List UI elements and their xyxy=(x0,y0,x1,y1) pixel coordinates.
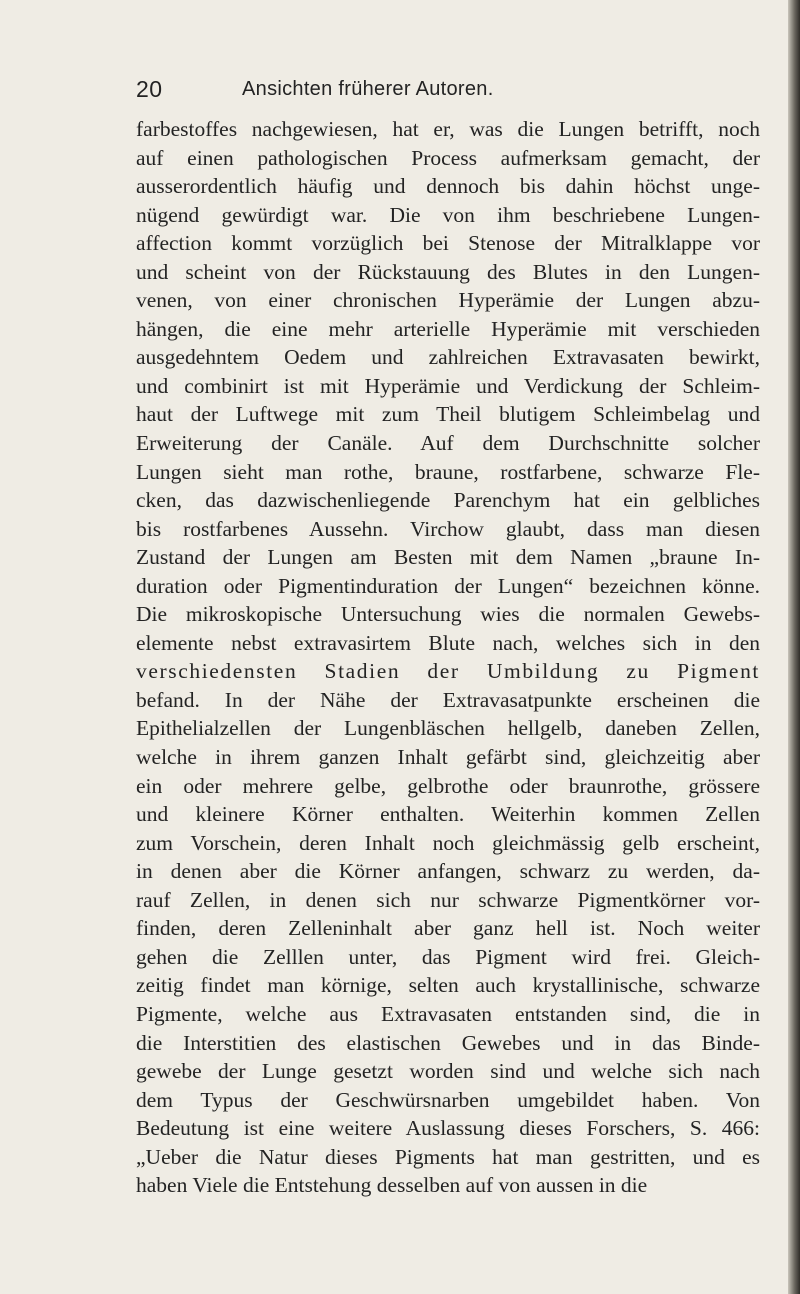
text-line: Zustand der Lungen am Besten mit dem Namen „braune In- xyxy=(136,545,760,570)
text-line: gehen die Zelllen unter, das Pigment wird frei. Gleich- xyxy=(136,944,760,969)
text-line: ein oder mehrere gelbe, gelbrothe oder braunrothe, grössere xyxy=(136,773,760,798)
text-line: finden, deren Zelleninhalt aber ganz hell ist. Noch weiter xyxy=(136,916,760,941)
text-line: elemente nebst extravasirtem Blute nach, welches sich in den xyxy=(136,630,760,655)
text-line: hängen, die eine mehr arterielle Hyperämie mit verschieden xyxy=(136,316,760,341)
text-line: in denen aber die Körner anfangen, schwarz zu werden, da- xyxy=(136,859,760,884)
page-edge-shadow xyxy=(788,0,800,1294)
text-line: und kleinere Körner enthalten. Weiterhin kommen Zellen xyxy=(136,802,760,827)
page-number: 20 xyxy=(136,76,163,102)
text-line: und combinirt ist mit Hyperämie und Verdickung der Schleim- xyxy=(136,373,760,398)
text-line: dem Typus der Geschwürsnarben umgebildet haben. Von xyxy=(136,1087,760,1112)
running-title: Ansichten früherer Autoren. xyxy=(242,78,494,100)
text-line: verschiedensten Stadien der Umbildung zu Pigment xyxy=(136,659,760,684)
text-line: zum Vorschein, deren Inhalt noch gleichmässig gelb erscheint, xyxy=(136,830,760,855)
text-line: ausserordentlich häufig und dennoch bis dahin höchst unge- xyxy=(136,174,760,199)
text-line: und scheint von der Rückstauung des Blutes in den Lungen- xyxy=(136,259,760,284)
text-line: farbestoffes nachgewiesen, hat er, was die Lungen betrifft, noch xyxy=(136,117,760,141)
text-line: rauf Zellen, in denen sich nur schwarze Pigmentkörner vor- xyxy=(136,887,760,912)
text-line: Pigmente, welche aus Extravasaten entstanden sind, die in xyxy=(136,1001,760,1026)
text-line: Erweiterung der Canäle. Auf dem Durchschnitte solcher xyxy=(136,431,760,456)
text-line: gewebe der Lunge gesetzt worden sind und welche sich nach xyxy=(136,1059,760,1084)
text-line: venen, von einer chronischen Hyperämie der Lungen abzu- xyxy=(136,288,760,313)
text-line: cken, das dazwischenliegende Parenchym hat ein gelbliches xyxy=(136,488,760,513)
text-line: duration oder Pigmentinduration der Lungen“ bezeichnen könne. xyxy=(136,573,760,598)
text-line: haben Viele die Entstehung desselben auf von aussen in die xyxy=(136,1173,648,1198)
text-line: Bedeutung ist eine weitere Auslassung dieses Forschers, S. 466: xyxy=(136,1116,760,1141)
text-line: die Interstitien des elastischen Gewebes und in das Binde- xyxy=(136,1030,760,1055)
text-line: auf einen pathologischen Process aufmerksam gemacht, der xyxy=(136,145,760,170)
text-line: haut der Luftwege mit zum Theil blutigem Schleimbelag und xyxy=(136,402,760,427)
page-header xyxy=(136,74,756,104)
text-line: befand. In der Nähe der Extravasatpunkte erscheinen die xyxy=(136,687,760,712)
text-line: „Ueber die Natur dieses Pigments hat man gestritten, und es xyxy=(136,1144,760,1169)
text-line: Epithelialzellen der Lungenbläschen hellgelb, daneben Zellen, xyxy=(136,716,760,741)
text-line: bis rostfarbenes Aussehn. Virchow glaubt, dass man diesen xyxy=(136,516,760,541)
text-line: affection kommt vorzüglich bei Stenose der Mitralklappe vor xyxy=(136,231,760,256)
text-line: Die mikroskopische Untersuchung wies die normalen Gewebs- xyxy=(136,602,760,627)
text-line: welche in ihrem ganzen Inhalt gefärbt sind, gleichzeitig aber xyxy=(136,745,760,770)
text-line: nügend gewürdigt war. Die von ihm beschriebene Lungen- xyxy=(136,202,760,227)
text-line: ausgedehntem Oedem und zahlreichen Extravasaten bewirkt, xyxy=(136,345,760,370)
text-line: Lungen sieht man rothe, braune, rostfarbene, schwarze Fle- xyxy=(136,459,760,484)
body-text xyxy=(136,115,760,1200)
text-line: zeitig findet man körnige, selten auch krystallinische, schwarze xyxy=(136,973,760,998)
